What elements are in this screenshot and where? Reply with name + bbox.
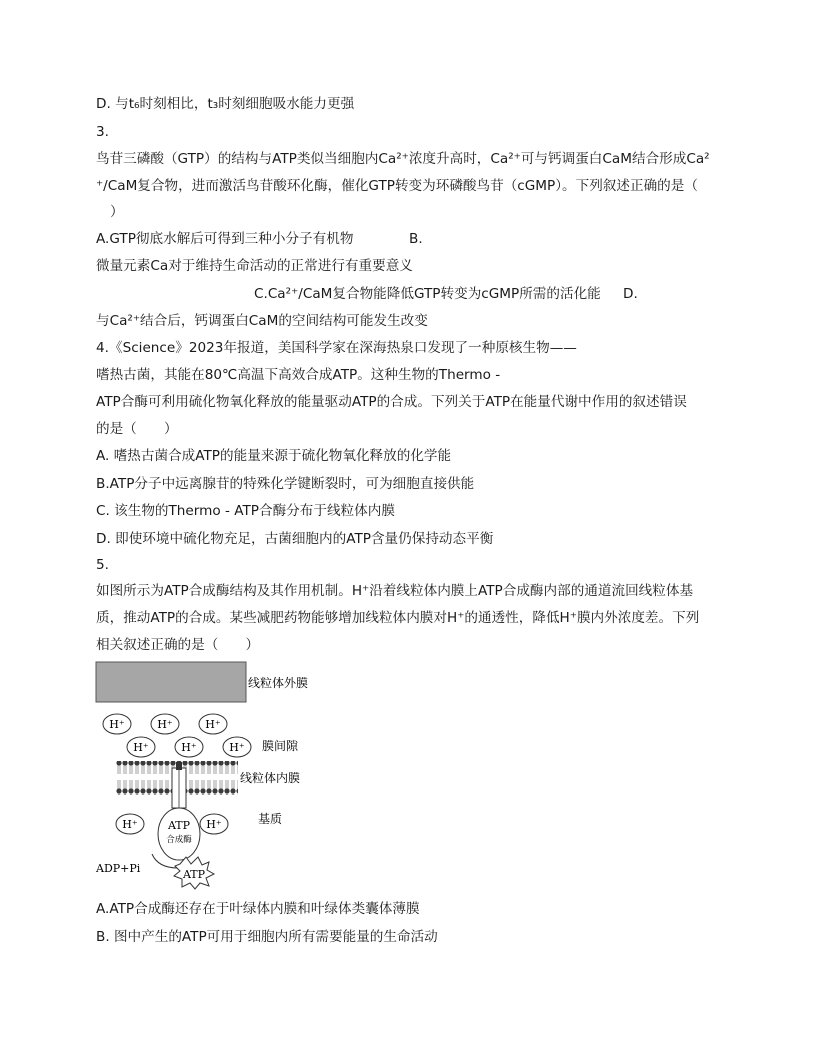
svg-text:H⁺: H⁺ [109, 718, 125, 731]
svg-text:合成酶: 合成酶 [166, 835, 192, 845]
svg-text:ATP: ATP [182, 868, 206, 881]
q3-number: 3. [96, 124, 109, 140]
q2-option-d: D. 与t₆时刻相比，t₃时刻细胞吸水能力更强 [96, 96, 355, 112]
q4-stem-line-2: 嗜热古菌，其能在80℃高温下高效合成ATP。这种生物的Thermo - [96, 367, 501, 383]
svg-text:H⁺: H⁺ [206, 818, 222, 831]
q4-stem-line-4: 的是（ ） [96, 421, 178, 437]
q3-stem-line-3: ） [110, 204, 124, 220]
matrix-label: 基质 [258, 812, 283, 826]
q3-stem-line-1: 鸟苷三磷酸（GTP）的结构与ATP类似当细胞内Ca²⁺浓度升高时，Ca²⁺可与钙调蛋白CaM结合形成Ca² [96, 151, 710, 167]
svg-text:H⁺: H⁺ [157, 718, 173, 731]
q4-option-d: D. 即使环境中硫化物充足，古菌细胞内的ATP含量仍保持动态平衡 [96, 531, 494, 547]
svg-text:H⁺: H⁺ [122, 818, 138, 831]
h-ion [116, 814, 144, 834]
q4-option-c: C. 该生物的Thermo - ATP合酶分布于线粒体内膜 [96, 503, 395, 519]
svg-text:H⁺: H⁺ [229, 741, 245, 754]
q3-option-a: A.GTP彻底水解后可得到三种小分子有机物 [96, 231, 354, 247]
q5-option-b: B. 图中产生的ATP可用于细胞内所有需要能量的生命活动 [96, 929, 438, 945]
q4-option-a: A. 嗜热古菌合成ATP的能量来源于硫化物氧化释放的化学能 [96, 448, 452, 464]
q4-stem-line-3: ATP合酶可利用硫化物氧化释放的能量驱动ATP的合成。下列关于ATP在能量代谢中作用的叙述错误 [96, 394, 687, 410]
h-ion [175, 737, 203, 757]
q5-number: 5. [96, 557, 109, 573]
outer-membrane [96, 662, 246, 702]
h-ion [200, 814, 228, 834]
q5-stem-line-1: 如图所示为ATP合成酶结构及其作用机制。H⁺沿着线粒体内膜上ATP合成酶内部的通道流回线粒体基 [96, 583, 694, 599]
q3-option-c: C.Ca²⁺/CaM复合物能降低GTP转变为cGMP所需的活化能 [254, 286, 601, 302]
q4-stem-line-1: 4.《Science》2023年报道，美国科学家在深海热泉口发现了一种原核生物—— [96, 340, 577, 356]
q4-option-b: B.ATP分子中远离腺苷的特殊化学键断裂时，可为细胞直接供能 [96, 476, 475, 492]
svg-text:ATP: ATP [167, 819, 191, 832]
q3-stem-line-2: ⁺/CaM复合物，进而激活鸟苷酸环化酶，催化GTP转变为环磷酸鸟苷（cGMP）。下列叙述正确的是（ [96, 178, 698, 194]
inner-membrane-label: 线粒体内膜 [240, 771, 301, 785]
q5-stem-line-3: 相关叙述正确的是（ ） [96, 637, 260, 653]
q3-option-b-text: 微量元素Ca对于维持生命活动的正常进行有重要意义 [96, 258, 413, 274]
svg-text:H⁺: H⁺ [133, 741, 149, 754]
q5-stem-line-2: 质，推动ATP的合成。某些减肥药物能够增加线粒体内膜对H⁺的通透性，降低H⁺膜内外浓度差。下列 [96, 610, 700, 626]
h-ion [199, 714, 227, 734]
q5-option-a: A.ATP合成酶还存在于叶绿体内膜和叶绿体类囊体薄膜 [96, 901, 420, 917]
h-ion [223, 737, 251, 757]
q3-option-b-label: B. [409, 231, 423, 247]
outer-membrane-label: 线粒体外膜 [248, 676, 309, 690]
svg-text:H⁺: H⁺ [205, 718, 221, 731]
intermembrane-label: 膜间隙 [262, 739, 299, 753]
adp-pi-label: ADP+Pi [96, 862, 141, 875]
q3-option-d-label: D. [623, 286, 638, 302]
atp-product [174, 857, 214, 889]
h-ion [151, 714, 179, 734]
h-ion [103, 714, 131, 734]
svg-text:H⁺: H⁺ [181, 741, 197, 754]
h-ion [127, 737, 155, 757]
q3-option-d-text: 与Ca²⁺结合后，钙调蛋白CaM的空间结构可能发生改变 [96, 313, 428, 329]
atp-synthase-diagram [92, 658, 352, 890]
